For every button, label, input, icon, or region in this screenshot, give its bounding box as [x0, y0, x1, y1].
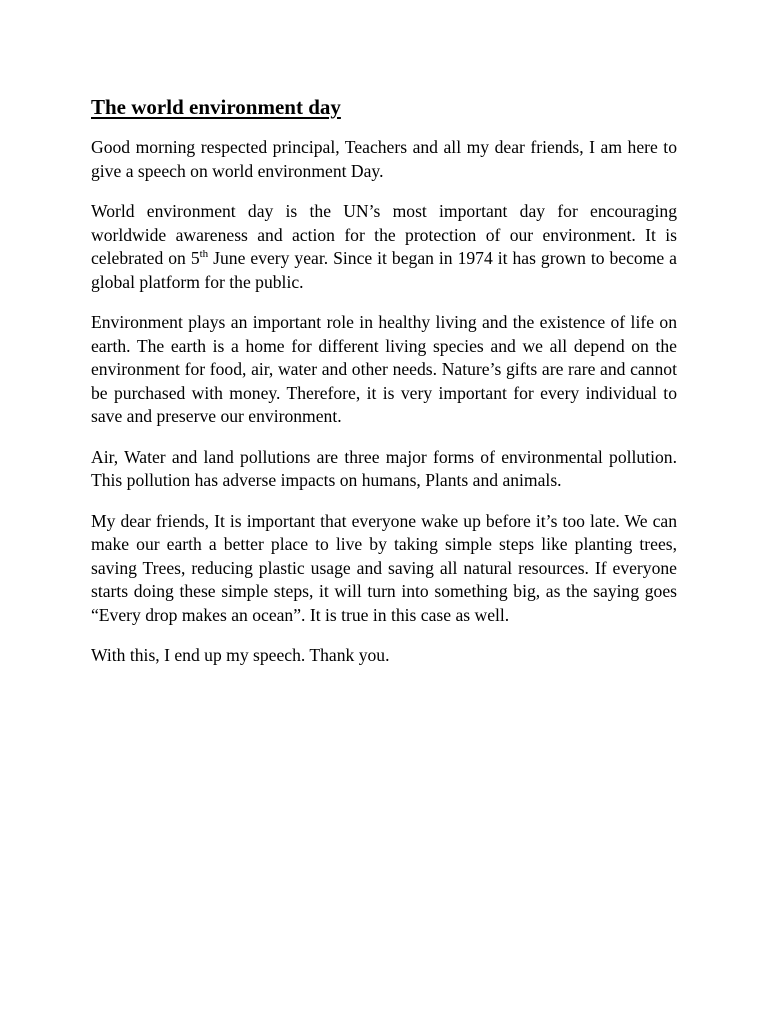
paragraph-about-day-part-1: World environment day is the UN’s most important day for encouraging worldwide awareness and action for the protection of our environment. It is celebrated on 5 — [91, 201, 677, 268]
paragraph-pollution: Air, Water and land pollutions are three major forms of environmental pollution. This pollution has adverse impacts on humans, Plants and animals. — [91, 446, 677, 490]
paragraph-environment-role: Environment plays an important role in healthy living and the existence of life on earth. The earth is a home for different living species and we all depend on the environment for food, air, water and other needs. Nature’s gifts are rare and cannot be purchased with money. Therefore, it is very important for every individual to save and preserve our environment. — [91, 312, 677, 426]
paragraph-call-to-action: My dear friends, It is important that everyone wake up before it’s too late. We can make our earth a better place to live by taking simple steps like planting trees, saving Trees, reducing plastic usage and saving all natural resources. If everyone starts doing these simple steps, it will turn into something big, as the saying goes “Every drop makes an ocean”. It is true in this case as well. — [91, 510, 677, 625]
paragraph-closing: With this, I end up my speech. Thank you. — [91, 645, 390, 665]
ordinal-superscript: th — [199, 248, 209, 261]
document-title: The world environment day — [91, 95, 341, 119]
document-page — [91, 94, 677, 685]
paragraph-greeting: Good morning respected principal, Teachers and all my dear friends, I am here to give a speech on world environment Day. — [91, 137, 677, 181]
paragraph-about-day — [91, 200, 677, 294]
paragraph-about-day-part-2: June every year. Since it began in 1974 it has grown to become a global platform for the public. — [91, 248, 677, 292]
